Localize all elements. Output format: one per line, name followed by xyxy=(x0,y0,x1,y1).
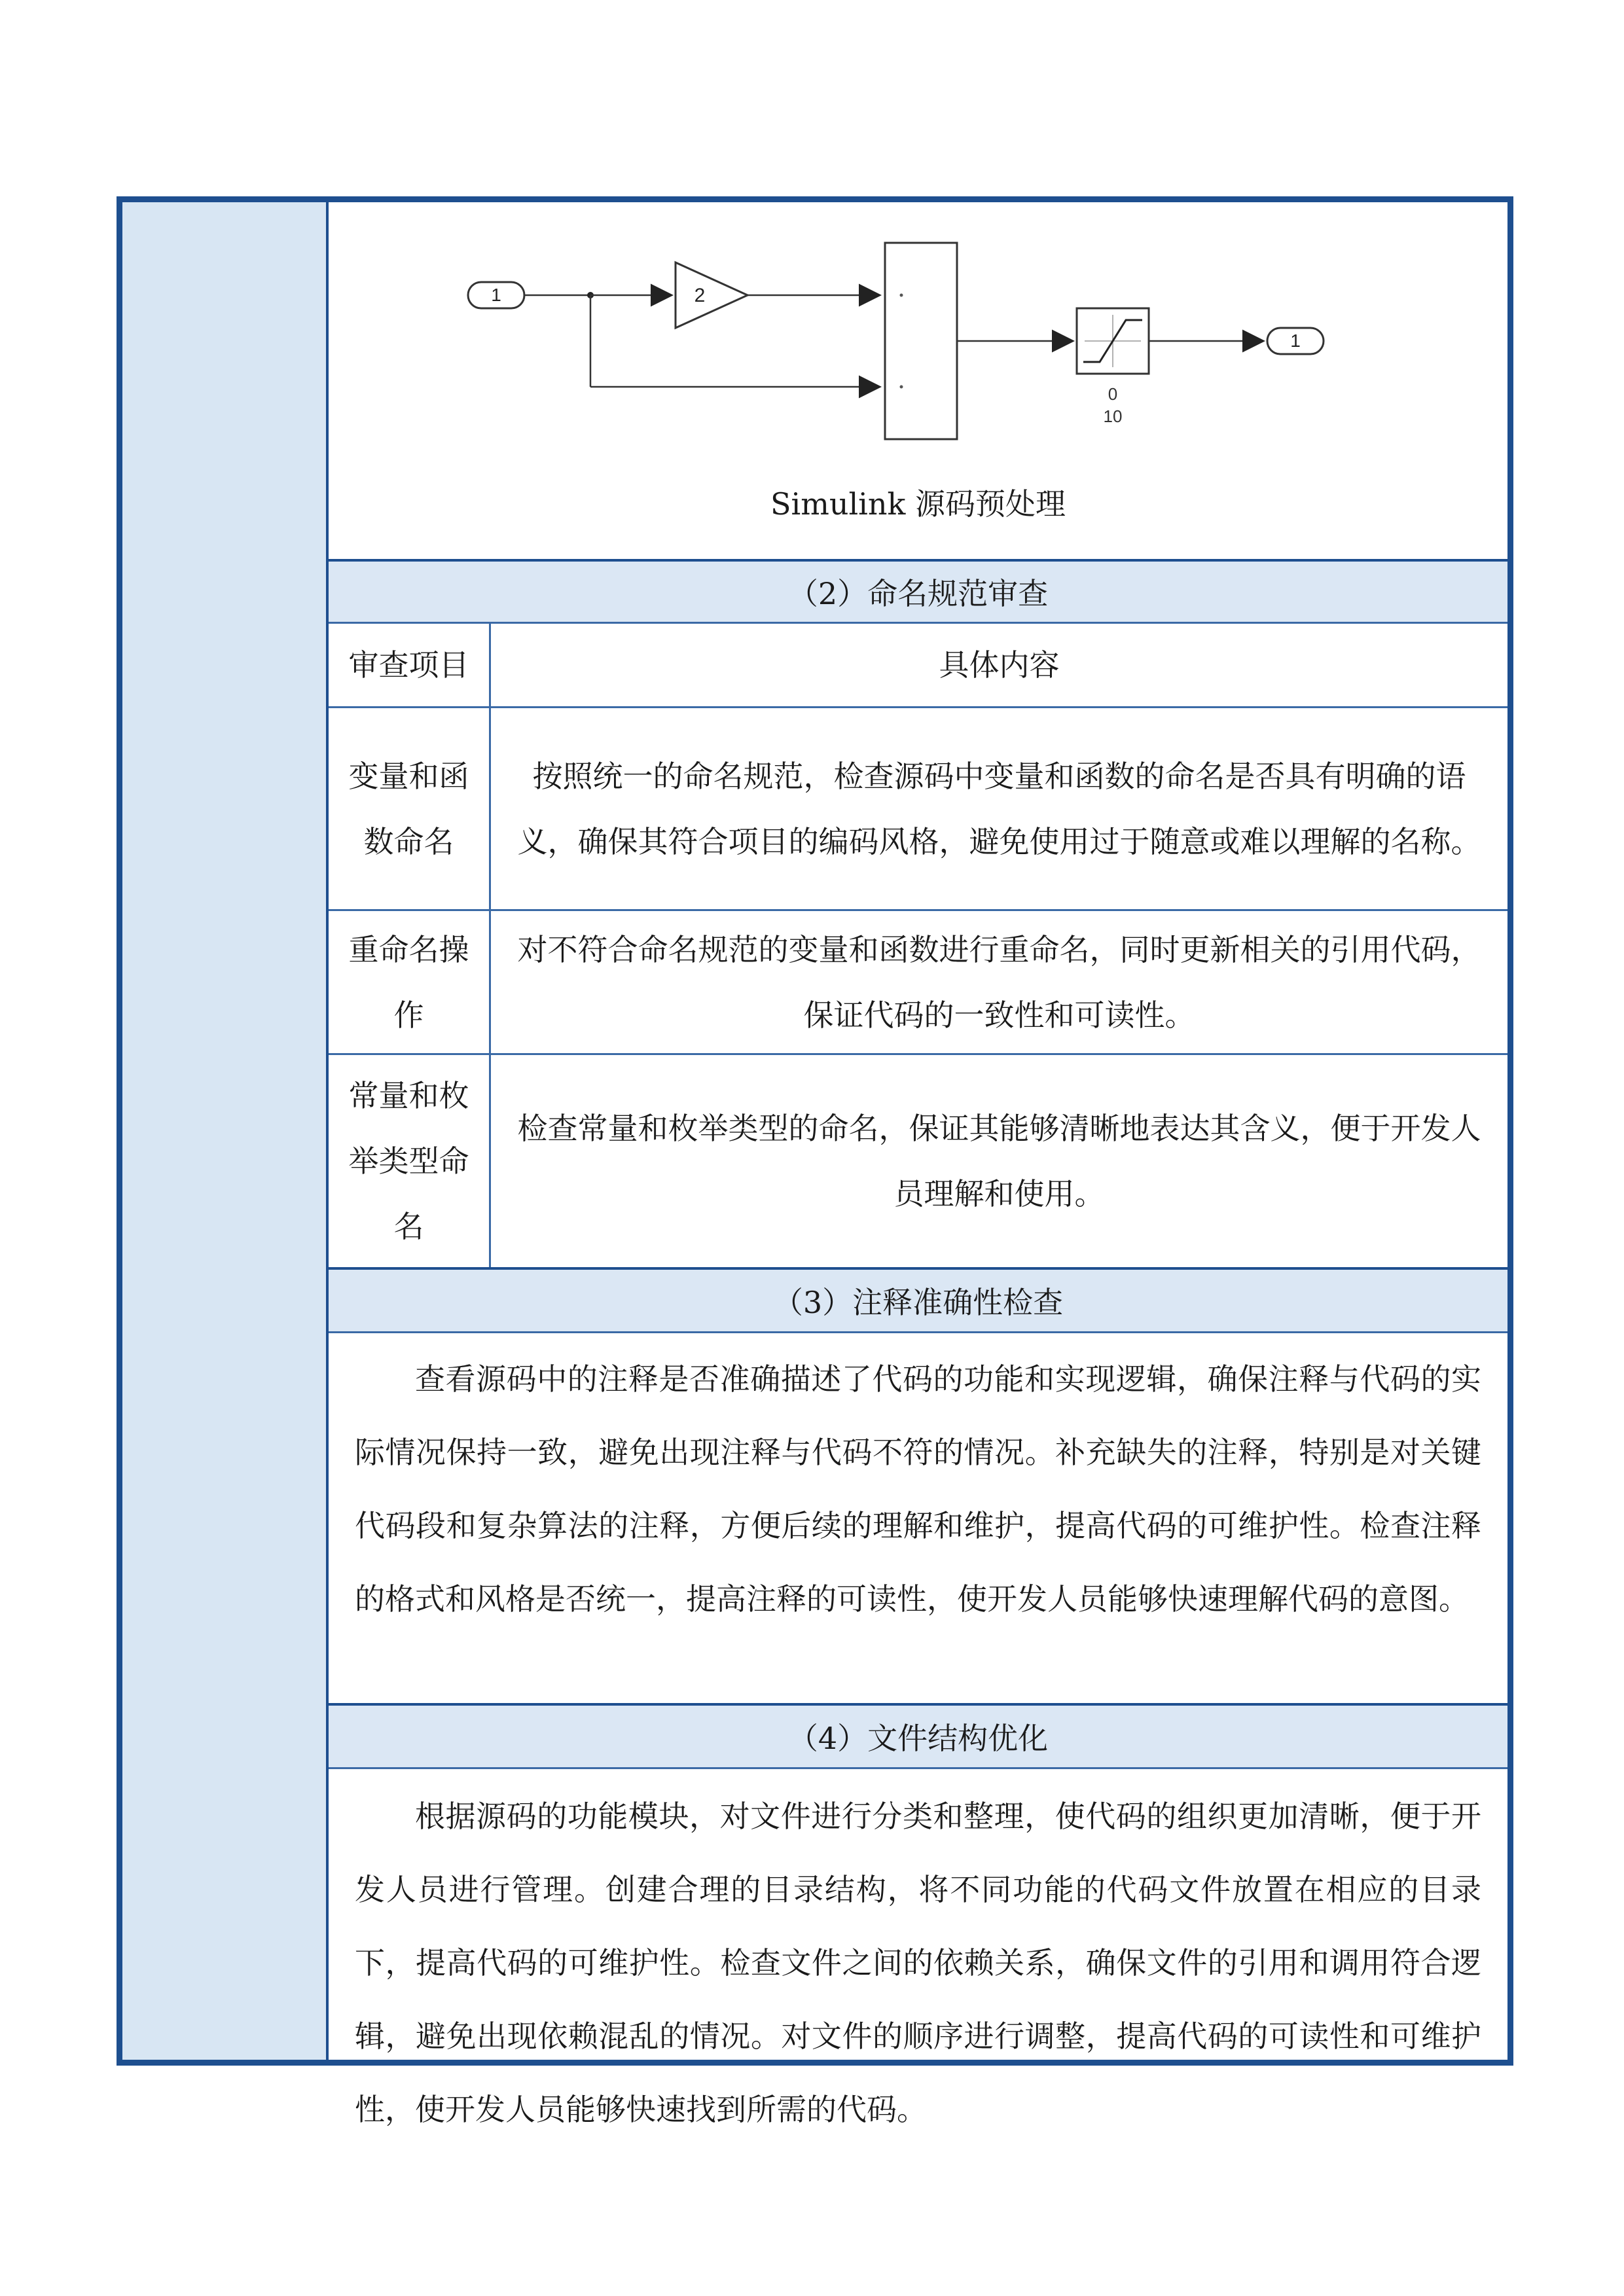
gain-block xyxy=(676,262,748,328)
section2-title: （2）命名规范审查 xyxy=(329,562,1507,622)
section4-body: 根据源码的功能模块，对文件进行分类和整理，使代码的组织更加清晰，便于开发人员进行管理。创建合理的目录结构，将不同功能的代码文件放置在相应的目录下，提高代码的可维护性。检查文件之间的依赖关系，确保文件的引用和调用符合逻辑，避免出现依赖混乱的情况。对文件的顺序进行调整，提高代码的可读性和可维护性，使开发人员能够快速找到所需的代码。 xyxy=(355,1799,1481,2127)
table-row-item: 变量和函数命名 xyxy=(348,758,469,859)
table-row-item: 重命名操作 xyxy=(348,931,469,1033)
section3-body: 查看源码中的注释是否准确描述了代码的功能和实现逻辑，确保注释与代码的实际情况保持一致，避免出现注释与代码不符的情况。补充缺失的注释，特别是对关键代码段和复杂算法的注释，方便后续的理解和维护，提高代码的可维护性。检查注释的格式和风格是否统一，提高注释的可读性，使开发人员能够快速理解代码的意图。 xyxy=(355,1361,1481,1617)
table-column-divider xyxy=(489,624,491,1267)
divider xyxy=(329,1331,1507,1333)
outport-label: 1 xyxy=(1290,331,1301,351)
saturation-lower-label: 0 xyxy=(1108,384,1118,404)
section4-title: （4）文件结构优化 xyxy=(329,1706,1507,1767)
mux-block xyxy=(885,243,957,439)
section3-title: （3）注释准确性检查 xyxy=(329,1270,1507,1331)
table-header-item: 审查项目 xyxy=(348,647,469,683)
document-frame xyxy=(117,196,1513,2127)
table-row-content: 检查常量和枚举类型的命名，保证其能够清晰地表达其含义，便于开发人员理解和使用。 xyxy=(517,1111,1481,1211)
divider xyxy=(329,1767,1507,1769)
gain-label: 2 xyxy=(694,285,706,306)
left-sidebar-column xyxy=(122,202,329,2060)
simulink-diagram xyxy=(329,202,1500,477)
table-row-content: 对不符合命名规范的变量和函数进行重命名，同时更新相关的引用代码，保证代码的一致性和可读性。 xyxy=(517,931,1481,1033)
table-row-item: 常量和枚举类型命名 xyxy=(348,1078,469,1244)
inport-label: 1 xyxy=(491,285,501,305)
saturation-upper-label: 10 xyxy=(1103,406,1123,426)
content-column xyxy=(329,202,1507,2127)
simulink-diagram-block xyxy=(329,202,1507,559)
diagram-caption: Simulink 源码预处理 xyxy=(770,486,1066,522)
table-header-content: 具体内容 xyxy=(939,647,1060,683)
table-row-content: 按照统一的命名规范，检查源码中变量和函数的命名是否具有明确的语义，确保其符合项目的编码风格，避免使用过于随意或难以理解的名称。 xyxy=(517,758,1481,859)
